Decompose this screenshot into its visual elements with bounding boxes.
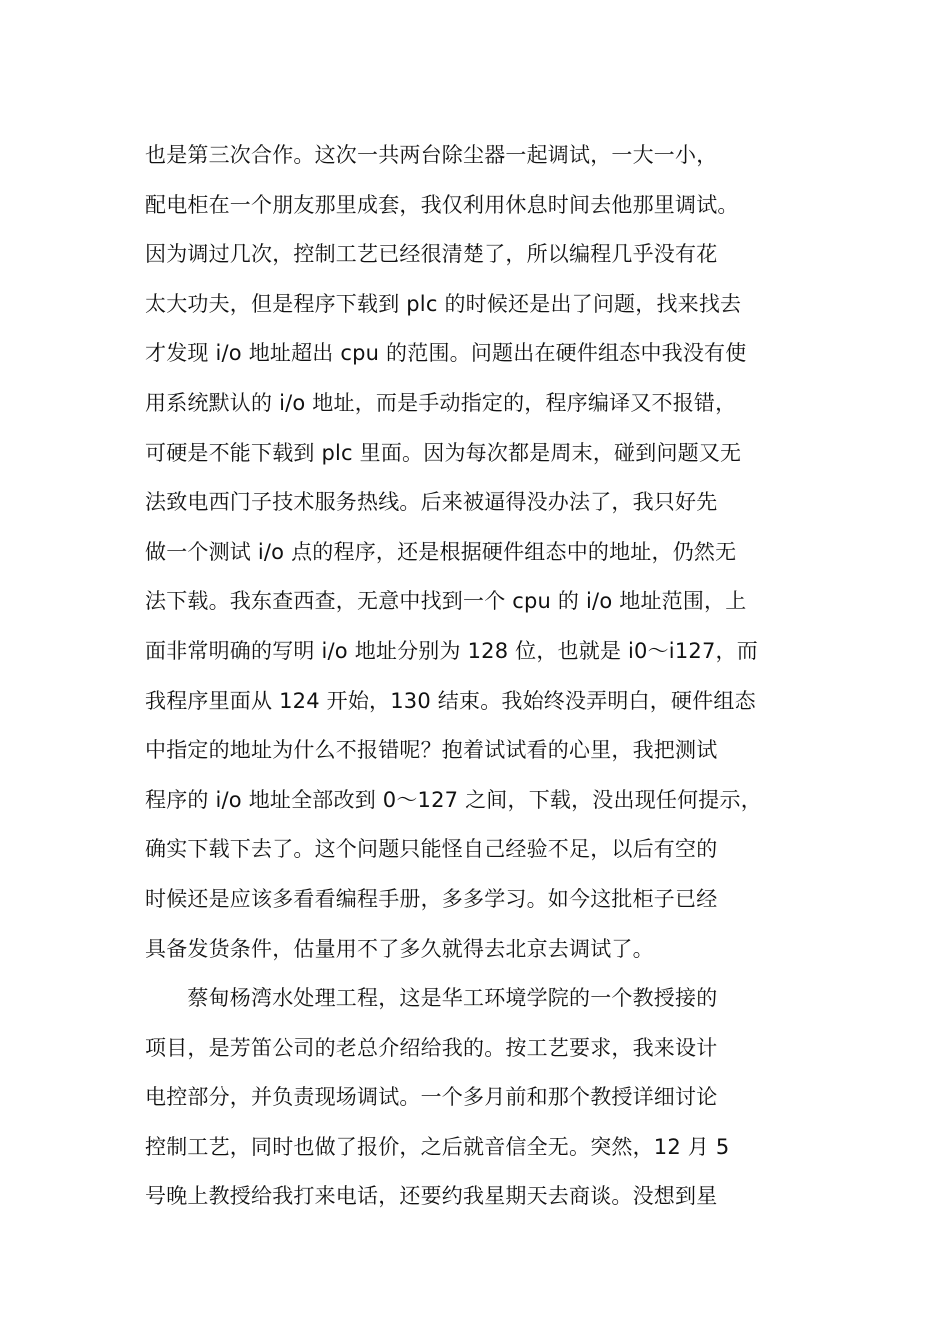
text-line: 配电柜在一个朋友那里成套，我仅利用休息时间去他那里调试。 xyxy=(145,192,739,217)
text-line: 法致电西门子技术服务热线。后来被逼得没办法了，我只好先 xyxy=(145,490,718,515)
text-line: 中指定的地址为什么不报错呢？抱着试试看的心里，我把测试 xyxy=(145,738,718,763)
body-text xyxy=(145,131,845,1222)
text-line: 具备发货条件，估量用不了多久就得去北京去调试了。 xyxy=(145,936,654,961)
text-line: 可硬是不能下载到 plc 里面。因为每次都是周末，碰到问题又无 xyxy=(145,440,742,465)
text-line: 项目，是芳笛公司的老总介绍给我的。按工艺要求，我来设计 xyxy=(145,1035,718,1060)
text-line: 也是第三次合作。这次一共两台除尘器一起调试，一大一小， xyxy=(145,143,718,167)
text-line: 号晚上教授给我打来电话，还要约我星期天去商谈。没想到星 xyxy=(145,1184,718,1209)
text-line: 我程序里面从 124 开始，130 结束。我始终没弄明白，硬件组态 xyxy=(145,688,756,713)
text-line: 蔡甸杨湾水处理工程，这是华工环境学院的一个教授接的 xyxy=(145,986,718,1011)
text-line: 太大功夫，但是程序下载到 plc 的时候还是出了问题，找来找去 xyxy=(145,291,742,316)
text-line: 控制工艺，同时也做了报价，之后就音信全无。突然，12 月 5 xyxy=(145,1134,730,1159)
text-line: 面非常明确的写明 i/o 地址分别为 128 位，也就是 i0～i127，而 xyxy=(145,638,758,663)
text-line: 电控部分，并负责现场调试。一个多月前和那个教授详细讨论 xyxy=(145,1085,718,1110)
text-line: 时候还是应该多看看编程手册，多多学习。如今这批柜子已经 xyxy=(145,886,718,911)
text-line: 因为调过几次，控制工艺已经很清楚了，所以编程几乎没有花 xyxy=(145,242,718,267)
text-line: 做一个测试 i/o 点的程序，还是根据硬件组态中的地址，仍然无 xyxy=(145,539,737,564)
text-line: 才发现 i/o 地址超出 cpu 的范围。问题出在硬件组态中我没有使 xyxy=(145,341,747,366)
text-line: 确实下载下去了。这个问题只能怪自己经验不足，以后有空的 xyxy=(145,837,718,862)
text-line: 法下载。我东查西查，无意中找到一个 cpu 的 i/o 地址范围，上 xyxy=(145,589,747,614)
text-line: 用系统默认的 i/o 地址，而是手动指定的，程序编译又不报错， xyxy=(145,390,737,415)
text-line: 程序的 i/o 地址全部改到 0～127 之间，下载，没出现任何提示， xyxy=(145,787,762,812)
